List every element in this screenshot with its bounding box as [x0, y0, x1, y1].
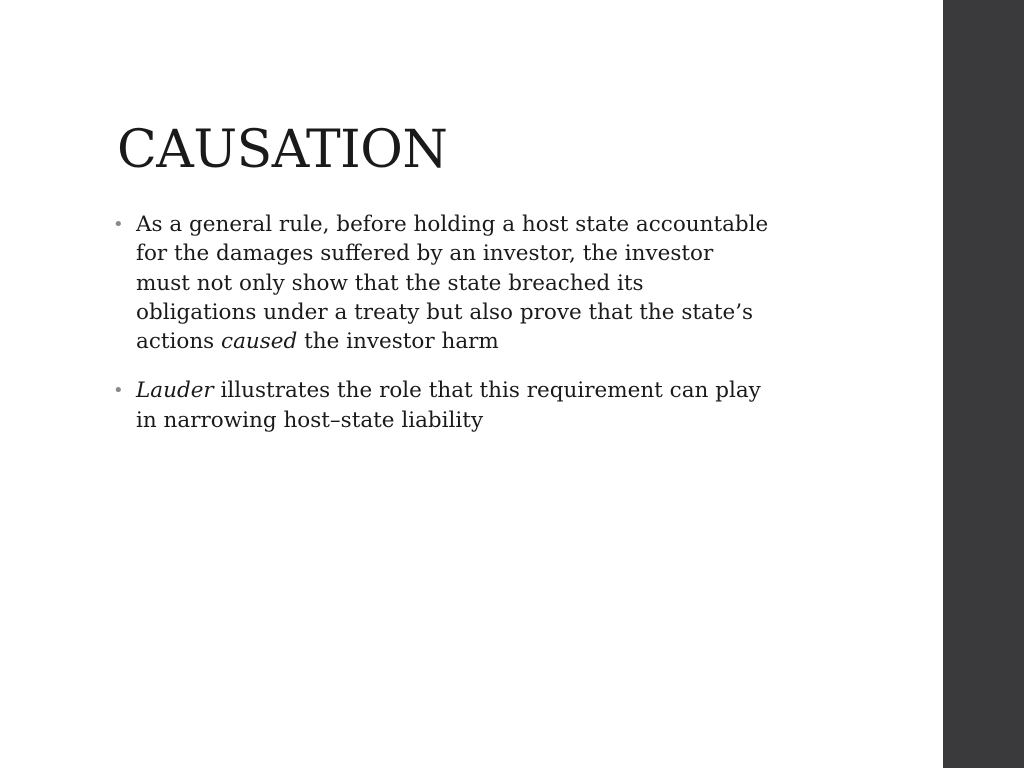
slide-title: CAUSATION: [117, 120, 448, 180]
bullet-text-line: must not only show that the state breached its: [136, 270, 644, 296]
bullet-text-line: obligations under a treaty but also prove that the state’s: [136, 299, 754, 325]
bullet-icon: •: [113, 214, 124, 235]
bullet-text-line: [136, 327, 833, 356]
emphasis-caused: caused: [221, 329, 298, 355]
bullet-text-line: for the damages suffered by an investor, the investor: [136, 241, 714, 267]
text-run: illustrates the role that this requirement can play: [213, 378, 761, 404]
side-bar-decoration: [943, 0, 1024, 768]
text-run: actions: [136, 329, 222, 355]
bullet-list: [113, 210, 833, 455]
bullet-item-causation-rule: [113, 210, 833, 356]
bullet-text-line: [136, 376, 833, 405]
bullet-icon: •: [113, 380, 124, 402]
bullet-item-lauder: [113, 376, 833, 435]
emphasis-lauder: Lauder: [136, 378, 214, 404]
bullet-text-line: in narrowing host–state liability: [136, 407, 484, 433]
text-run: the investor harm: [297, 329, 499, 355]
bullet-text-line: As a general rule, before holding a host state accountable: [136, 212, 769, 237]
